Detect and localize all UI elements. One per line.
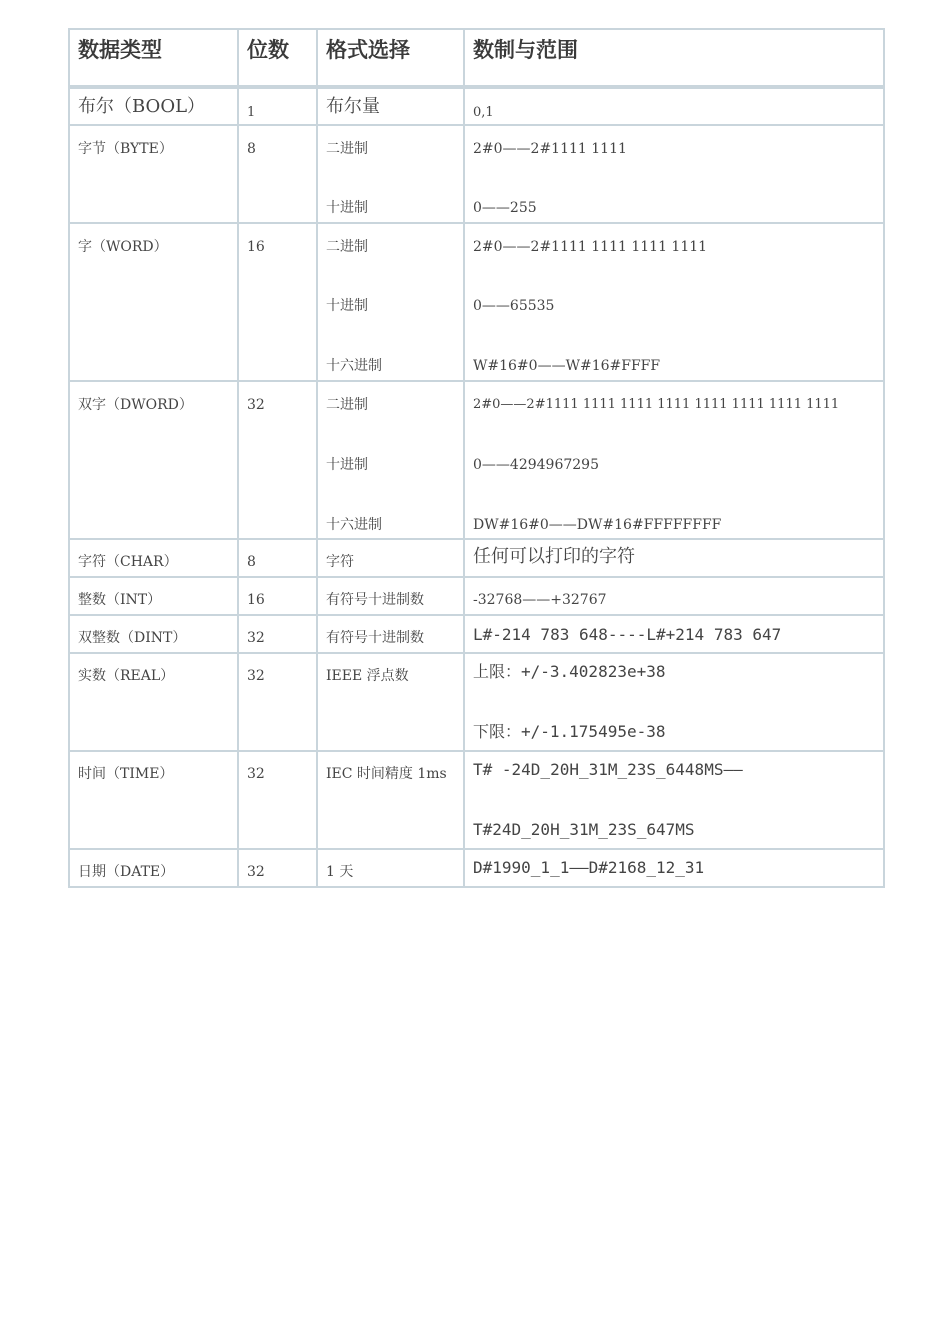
range-text: -32768——+32767 (473, 592, 607, 608)
range-text: 2#0——2#1111 1111 1111 1111 1111 1111 1111 1111 (473, 397, 840, 412)
format-text: 字符 (326, 554, 354, 570)
range-cell (464, 615, 884, 653)
format-cell (317, 539, 464, 577)
range-cell (464, 577, 884, 615)
range-text: 0,1 (473, 105, 494, 120)
bits-text: 16 (247, 239, 265, 255)
format-text: 二进制 (326, 397, 368, 413)
table-row (69, 849, 884, 887)
range-cell (464, 381, 884, 539)
header-row (69, 29, 884, 87)
format-text: 十六进制 (326, 517, 382, 533)
bits-cell (238, 223, 317, 381)
bits-cell (238, 125, 317, 223)
type-text: 实数（REAL） (78, 668, 175, 684)
range-text: DW#16#0——DW#16#FFFFFFFF (473, 517, 722, 533)
table-row (69, 87, 884, 125)
table-row (69, 539, 884, 577)
type-cell (69, 87, 238, 125)
range-cell (464, 751, 884, 849)
type-text: 日期（DATE） (78, 864, 175, 880)
table-row (69, 751, 884, 849)
range-cell (464, 653, 884, 751)
bits-cell (238, 577, 317, 615)
range-text: 0——255 (473, 200, 537, 216)
format-cell (317, 849, 464, 887)
type-text: 双字（DWORD） (78, 397, 193, 413)
range-text: D#1990_1_1——D#2168_12_31 (473, 858, 705, 877)
range-cell (464, 849, 884, 887)
header-cell: 数据类型 (69, 29, 238, 87)
format-text: 二进制 (326, 239, 368, 255)
type-cell (69, 125, 238, 223)
format-text: 十进制 (326, 298, 368, 314)
type-cell (69, 223, 238, 381)
format-cell (317, 223, 464, 381)
bits-text: 32 (247, 766, 265, 782)
bits-cell (238, 751, 317, 849)
range-cell (464, 87, 884, 125)
format-cell (317, 577, 464, 615)
format-text: 十进制 (326, 457, 368, 473)
type-text: 整数（INT） (78, 592, 162, 608)
type-cell (69, 849, 238, 887)
range-text: T# -24D_20H_31M_23S_6448MS—— (473, 760, 743, 779)
type-cell (69, 653, 238, 751)
bits-text: 16 (247, 592, 265, 608)
range-cell (464, 223, 884, 381)
header-cell: 位数 (238, 29, 317, 87)
type-cell (69, 615, 238, 653)
range-text: 0——4294967295 (473, 457, 599, 473)
format-text: 二进制 (326, 141, 368, 157)
format-text: 十进制 (326, 200, 368, 216)
bits-text: 1 (247, 105, 256, 120)
bits-text: 32 (247, 397, 265, 413)
type-cell (69, 577, 238, 615)
type-cell (69, 751, 238, 849)
range-text: 2#0——2#1111 1111 (473, 141, 627, 157)
format-text: 有符号十进制数 (326, 630, 424, 646)
range-cell (464, 125, 884, 223)
bits-cell (238, 849, 317, 887)
type-text: 字符（CHAR） (78, 554, 178, 570)
bits-text: 32 (247, 864, 265, 880)
format-text: 有符号十进制数 (326, 592, 424, 608)
range-text: 2#0——2#1111 1111 1111 1111 (473, 239, 708, 255)
bits-cell (238, 615, 317, 653)
table-row (69, 125, 884, 223)
range-text: L#-214 783 648----L#+214 783 647 (473, 625, 782, 644)
header-cell: 格式选择 (317, 29, 464, 87)
bits-cell (238, 653, 317, 751)
type-text: 双整数（DINT） (78, 630, 187, 646)
type-text: 字节（BYTE） (78, 141, 173, 157)
table-row (69, 223, 884, 381)
range-text: 0——65535 (473, 298, 555, 314)
format-cell (317, 125, 464, 223)
bits-text: 32 (247, 630, 265, 646)
table-row (69, 653, 884, 751)
range-text: 任何可以打印的字符 (473, 546, 635, 567)
format-text: 1 天 (326, 864, 354, 880)
type-cell (69, 381, 238, 539)
format-cell (317, 87, 464, 125)
table-row (69, 615, 884, 653)
type-cell (69, 539, 238, 577)
bits-text: 32 (247, 668, 265, 684)
bits-text: 8 (247, 141, 256, 157)
header-cell: 数制与范围 (464, 29, 884, 87)
range-text: 下限：+/-1.175495e-38 (473, 722, 666, 741)
range-text: 上限：+/-3.402823e+38 (473, 662, 666, 681)
format-text: 布尔量 (326, 96, 380, 117)
format-cell (317, 381, 464, 539)
type-text: 时间（TIME） (78, 766, 174, 782)
format-cell (317, 653, 464, 751)
data-type-table (68, 28, 885, 888)
format-cell (317, 615, 464, 653)
range-text: T#24D_20H_31M_23S_647MS (473, 820, 695, 839)
bits-cell (238, 381, 317, 539)
table-row (69, 381, 884, 539)
range-text: W#16#0——W#16#FFFF (473, 358, 661, 374)
bits-cell (238, 87, 317, 125)
range-cell (464, 539, 884, 577)
bits-text: 8 (247, 554, 256, 570)
format-cell (317, 751, 464, 849)
table-row (69, 577, 884, 615)
type-text: 字（WORD） (78, 239, 168, 255)
type-text: 布尔（BOOL） (78, 96, 206, 117)
format-text: 十六进制 (326, 358, 382, 374)
bits-cell (238, 539, 317, 577)
format-text: IEEE 浮点数 (326, 668, 409, 684)
format-text: IEC 时间精度 1ms (326, 766, 447, 782)
